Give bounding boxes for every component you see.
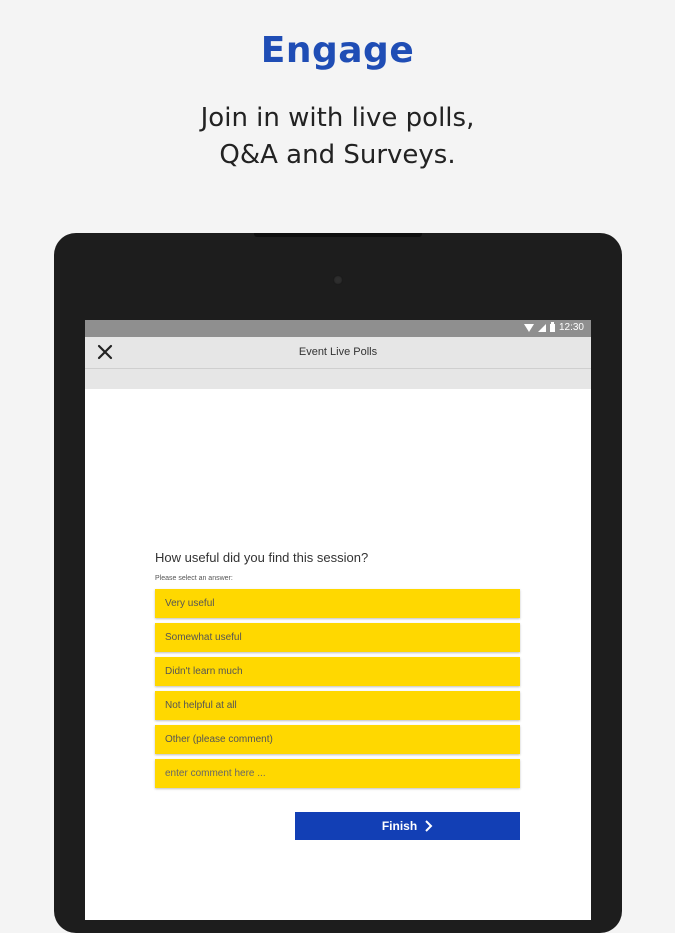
promo-subline — [0, 100, 675, 174]
option-somewhat-useful[interactable]: Somewhat useful — [155, 623, 520, 652]
option-not-helpful[interactable]: Not helpful at all — [155, 691, 520, 720]
finish-button-label: Finish — [381, 819, 418, 833]
sub-bar — [85, 369, 591, 389]
camera-icon — [333, 275, 343, 285]
status-bar — [85, 320, 591, 337]
signal-icon — [538, 324, 546, 332]
battery-icon — [550, 324, 555, 332]
finish-button[interactable] — [295, 812, 520, 840]
app-bar-title: Event Live Polls — [298, 346, 378, 358]
chevron-right-icon — [423, 820, 433, 832]
promo-subline-line-2: Q&A and Surveys. — [219, 140, 456, 170]
poll-card — [155, 550, 520, 833]
wifi-icon — [524, 324, 534, 332]
promo-subline-line-1: Join in with live polls, — [200, 103, 475, 133]
status-icons — [524, 322, 584, 333]
tablet-screen — [85, 320, 591, 920]
poll-instruction: Please select an answer: — [155, 575, 233, 582]
status-time: 12:30 — [558, 322, 584, 333]
option-other[interactable]: Other (please comment) — [155, 725, 520, 754]
option-didnt-learn-much[interactable]: Didn't learn much — [155, 657, 520, 686]
poll-question: How useful did you find this session? — [155, 550, 369, 565]
promo-headline: Engage — [260, 30, 415, 71]
app-bar — [85, 337, 591, 369]
tablet-notch — [254, 233, 422, 237]
comment-input[interactable] — [155, 759, 520, 788]
option-very-useful[interactable]: Very useful — [155, 589, 520, 618]
